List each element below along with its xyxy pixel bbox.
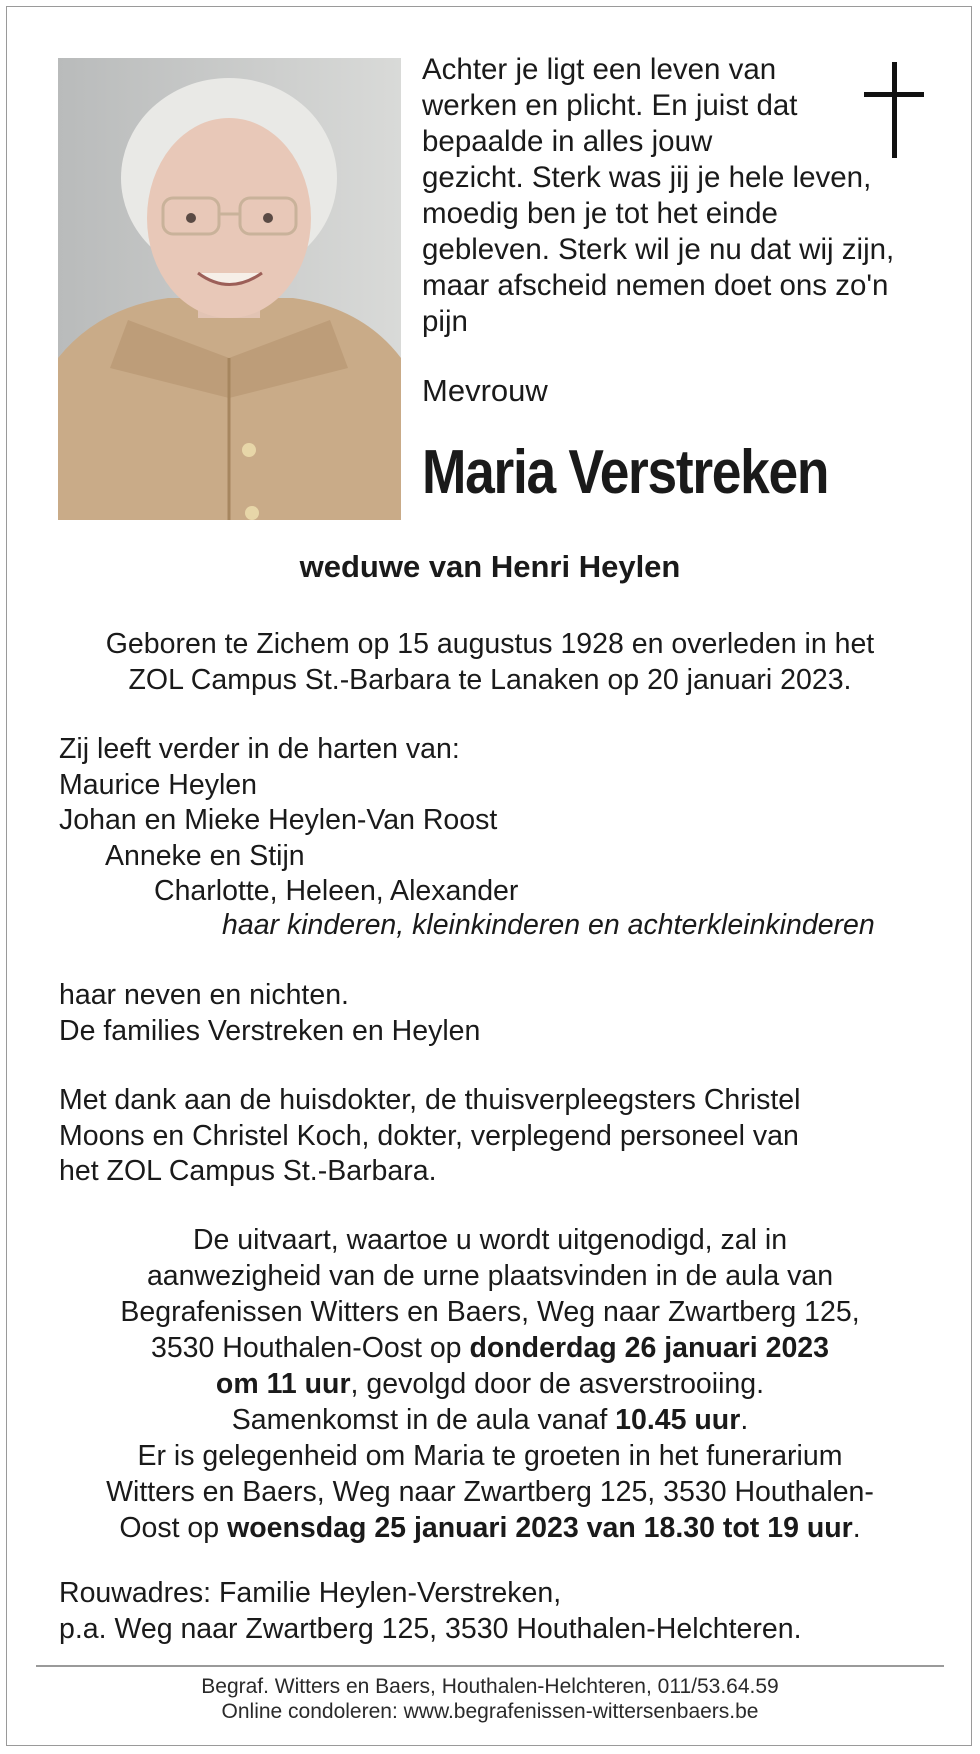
cross-icon	[864, 62, 924, 162]
thanks-line: Met dank aan de huisdokter, de thuisverpleegsters Christel	[59, 1084, 801, 1116]
poem-line: pijn	[422, 305, 468, 338]
birth-line: Geboren te Zichem op 15 augustus 1928 en overleden in het	[105, 628, 875, 660]
viewing-time: woensdag 25 januari 2023 van 18.30 tot 19 uur	[227, 1512, 853, 1544]
great-grandchildren: Charlotte, Heleen, Alexander	[154, 875, 519, 907]
relatives-line: haar neven en nichten.	[59, 979, 349, 1011]
thanks-line: het ZOL Campus St.-Barbara.	[59, 1155, 437, 1187]
death-line: ZOL Campus St.-Barbara te Lanaken op 20 januari 2023.	[128, 664, 852, 696]
poem-line: moedig ben je tot het einde	[422, 197, 778, 230]
condolence-link[interactable]: Online condoleren: www.begrafenissen-wittersenbaers.be	[221, 1700, 759, 1723]
funeral-time: om 11 uur	[215, 1368, 351, 1400]
poem-line: werken en plicht. En juist dat	[422, 89, 798, 122]
address-line: Rouwadres: Familie Heylen-Verstreken,	[59, 1577, 562, 1609]
child-name: Johan en Mieke Heylen-Van Roost	[59, 804, 498, 836]
funeral-home-info: Begraf. Witters en Baers, Houthalen-Helchteren, 011/53.64.59	[201, 1675, 779, 1698]
gathering-time: 10.45 uur	[615, 1404, 741, 1436]
funeral-line: Oost op woensdag 25 januari 2023 van 18.30 tot 19 uur.	[119, 1512, 861, 1544]
honorific: Mevrouw	[422, 373, 548, 408]
mourning-address	[59, 1576, 939, 1647]
funeral-details	[0, 1222, 980, 1546]
footer	[0, 1674, 980, 1724]
family-intro: Zij leeft verder in de harten van:	[59, 733, 460, 765]
address-line: p.a. Weg naar Zwartberg 125, 3530 Houthalen-Helchteren.	[59, 1612, 802, 1645]
funeral-line: 3530 Houthalen-Oost op donderdag 26 januari 2023	[150, 1332, 830, 1364]
widow-of: weduwe van Henri Heylen	[299, 549, 681, 584]
funeral-line: Samenkomst in de aula vanaf 10.45 uur.	[231, 1404, 749, 1436]
divider	[36, 1665, 944, 1667]
funeral-line: Witters en Baers, Weg naar Zwartberg 125, 3530 Houthalen-	[106, 1476, 874, 1508]
deceased-name: Maria Verstreken	[422, 438, 829, 507]
funeral-line: aanwezigheid van de urne plaatsvinden in de aula van	[146, 1260, 834, 1292]
funeral-line: De uitvaart, waartoe u wordt uitgenodigd, zal in	[192, 1224, 788, 1256]
family-list	[59, 732, 939, 910]
poem-line: Achter je ligt een leven van	[422, 53, 777, 86]
family-relation: haar kinderen, kleinkinderen en achterkleinkinderen	[222, 909, 875, 941]
child-name: Maurice Heylen	[59, 768, 257, 801]
funeral-date: donderdag 26 januari 2023	[469, 1332, 830, 1364]
poem-line: bepaalde in alles jouw	[422, 125, 713, 158]
funeral-line: Begrafenissen Witters en Baers, Weg naar Zwartberg 125,	[120, 1296, 860, 1328]
other-relatives	[59, 978, 939, 1049]
grandchildren: Anneke en Stijn	[105, 839, 305, 872]
birth-death-text	[0, 626, 980, 698]
thanks-line: Moons en Christel Koch, dokter, verplegend personeel van	[59, 1119, 799, 1152]
poem-line: gezicht. Sterk was jij je hele leven,	[422, 161, 872, 194]
funeral-line: Er is gelegenheid om Maria te groeten in het funerarium	[137, 1440, 843, 1472]
poem-line: maar afscheid nemen doet ons zo'n	[422, 269, 889, 302]
funeral-line: om 11 uur, gevolgd door de asverstrooiing.	[215, 1368, 765, 1400]
portrait-photo	[58, 58, 401, 520]
poem-line: gebleven. Sterk wil je nu dat wij zijn,	[422, 233, 895, 266]
relatives-line: De families Verstreken en Heylen	[59, 1014, 481, 1047]
poem	[422, 52, 895, 340]
thanks-text	[59, 1083, 939, 1190]
